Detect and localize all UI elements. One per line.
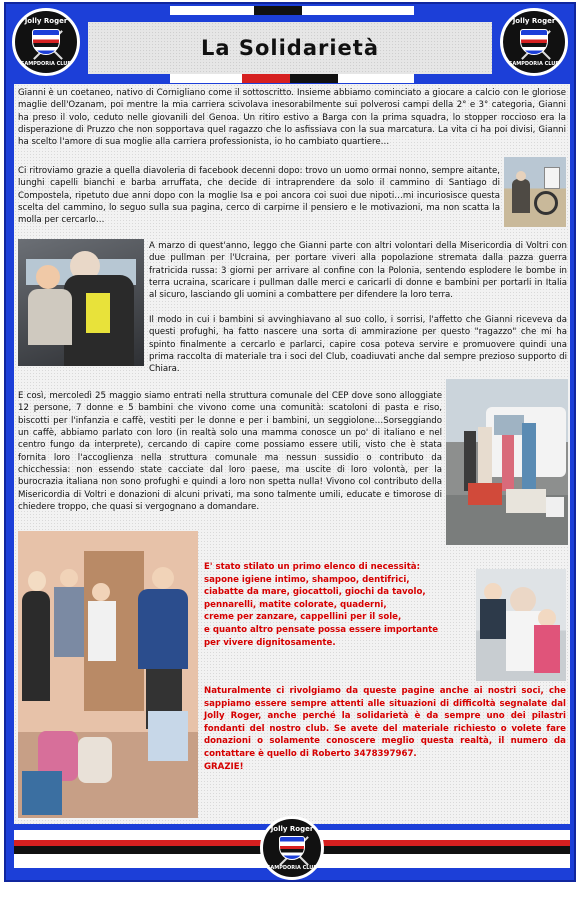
needs-item: ciabatte da mare, giocattoli, giochi da tavolo, [204, 587, 426, 598]
mid-stripe-black [290, 74, 338, 83]
logo-name: Jolly Roger [270, 825, 314, 833]
paragraph-facebook: Ci ritroviamo grazie a quella diavoleria di facebook decenni dopo: trovo un uomo ormai nonno, sempre aitante, lunghi capelli bianchi e barba arruffata, che decide di intraprendere da solo il cammino di Santiago di Compostela, ripetuto due anni dopo con la moglie Isa e poi ancora coi suoi due nipoti…mi incuriosisce questa scelta del cammino, lo seguo sulla sua pagina, cerco di carpirne il pensiero e le motivazioni, ma non scatta la molla per cercarlo… [18, 166, 500, 226]
needs-heading: E' stato stilato un primo elenco di necessità: [204, 562, 421, 572]
photo-group-with-van [446, 379, 568, 545]
page-title: La Solidarietà [200, 36, 380, 60]
closing-text: Naturalmente ci rivolgiamo da queste pagine anche ai nostri soci, che sappiamo essere sempre attenti alle situazioni di difficoltà segnalate dal Jolly Roger, anche perché la solidarietà è da sempre uno dei pilastri fondanti del nostro club. Se avete del materiale richiesto o volete fare donazioni o solamente conoscere meglio questa realtà, il numero da contattare è quello di Roberto 3478397967. [204, 686, 566, 759]
thanks-text: GRAZIE! [204, 761, 244, 772]
paragraph-admiration: Il modo in cui i bambini si avvinghiavano al suo collo, i sorrisi, l'affetto che Gianni riceveva da questi profughi, ha fatto nascere una sorta di ammirazione per questo "ragazzo" che mi ha spinto finalmente a cercarlo e parlarci, capire cosa poteva servire e promuovere quindi una prima raccolta di materiale tra i soci del Club, coadiuvati anche dal sempre prezioso supporto di Chiara. [149, 315, 567, 375]
mid-stripe-red [242, 74, 290, 83]
logo-name: Jolly Roger [24, 17, 68, 25]
mid-stripe-white-right [338, 74, 414, 83]
logo-subtitle: SAMPDORIA CLUB [20, 61, 72, 67]
top-stripe-white-left [170, 6, 254, 15]
paragraph-ukraine-trip: A marzo di quest'anno, leggo che Gianni parte con altri volontari della Misericordia di Voltri con due pullman per l'Ucraina, per portare viveri alla popolazione stremata dalla pazza guerra fratricida russa: 3 giorni per arrivare al confine con la Polonia, sentendo esplodere le bombe in terra ucraina, scaricare i pullman dalle merci e caricarli di donne e bambini per portarli in Italia al sicuro, lasciando gli uomini a combattere per difendere la loro terra. [149, 241, 567, 301]
club-logo-left [12, 8, 80, 76]
club-logo-bottom [260, 816, 324, 880]
top-stripe-black [254, 6, 302, 15]
top-stripe-white-right [302, 6, 414, 15]
needs-item: per vivere dignitosamente. [204, 637, 336, 648]
article-body [14, 84, 570, 824]
logo-subtitle: SAMPDORIA CLUB [266, 865, 318, 871]
needs-item: sapone igiene intimo, shampoo, dentifrici, [204, 574, 410, 585]
photo-gianni-with-children [476, 569, 566, 681]
photo-gianni-with-child [18, 239, 144, 366]
page-frame [4, 2, 576, 882]
paragraph-intro: Gianni è un coetaneo, nativo di Cornigliano come il sottoscritto. Insieme abbiamo cominciato a giocare a calcio con le gloriose maglie dell'Ozanam, poi mentre la mia carriera scivolava inesorabilmente sui polverosi campi della 2° e 3° categoria, Gianni ha preso il volo, ceduto nelle giovanili del Genoa. Un ritiro estivo a Barga con la prima squadra, lo stopper roccioso era la disperazione di Pruzzo che non sopportava quel ragazzo che lo asfissiava con la sua marcatura. La vita ci ha poi divisi, Gianni ha scelto l'amore di sua moglie alla carriera professionista, io ho cambiato quartiere… [18, 88, 566, 148]
needs-item: e quanto altro pensate possa essere importante [204, 624, 439, 635]
title-banner [88, 22, 492, 74]
paragraph-cep-visit: E così, mercoledì 25 maggio siamo entrati nella struttura comunale del CEP dove sono alloggiate 12 persone, 7 donne e 5 bambini che vivono come una comunità: scatoloni di pasta e riso, biscotti per l'infanzia e caffè, vestiti per le donne e per i bambini, un seggiolone…Sorseggiando un caffè, abbiamo parlato con loro (in realtà solo una mamma conosce un po' di italiano e nel centro fungo da interprete), cercando di capire come possiamo essere utili, visto che è stata fornita loro l'accoglienza nella struttura comunale ma nessun sussidio o contributo da chicchessia: non essendo state cacciate dal loro paese, ma uscite di loro volontà, per la burocrazia italiana non sono profughi e quindi a loro non spetta nulla! Vivono col contributo della Misericordia di Voltri e donazioni di alcuni privati, ma sono talmente umili, educate e timorose di chiedere troppo, che quasi si vergognano a domandare. [18, 391, 442, 513]
photo-refugee-families [18, 531, 198, 818]
photo-gianni-camino [504, 157, 566, 227]
club-logo-right [500, 8, 568, 76]
needs-item: creme per zanzare, cappellini per il sole, [204, 612, 402, 623]
mid-stripe-white-left [170, 74, 242, 83]
logo-subtitle: SAMPDORIA CLUB [508, 61, 560, 67]
needs-list [204, 561, 484, 649]
needs-item: pennarelli, matite colorate, quaderni, [204, 599, 387, 610]
closing-appeal [204, 685, 566, 773]
logo-name: Jolly Roger [512, 17, 556, 25]
